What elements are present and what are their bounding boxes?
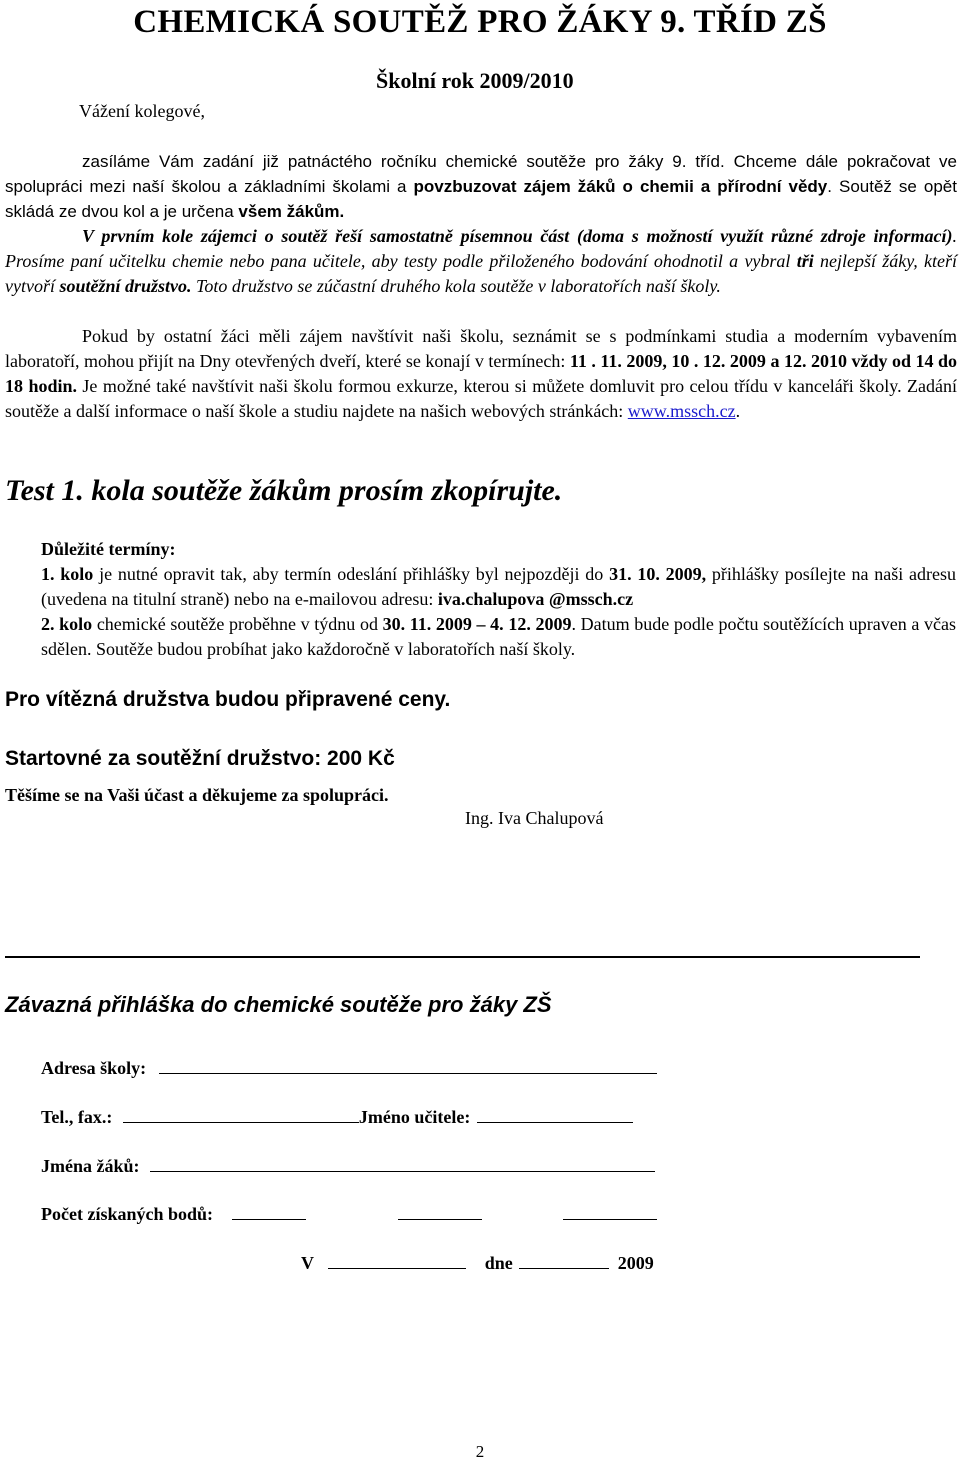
date-label: dne xyxy=(484,1253,513,1273)
entry-fee: Startovné za soutěžní družstvo: 200 Kč xyxy=(5,747,395,770)
points-row xyxy=(41,1201,657,1225)
prize-note: Pro vítězná družstva budou připravené ceny. xyxy=(5,688,451,711)
round2-label: 2. kolo xyxy=(41,614,93,634)
visit-paragraph xyxy=(5,324,957,424)
round1-deadline xyxy=(41,562,956,612)
points-field-1[interactable] xyxy=(232,1201,306,1220)
copy-test-heading: Test 1. kola soutěže žákům prosím zkopírujte. xyxy=(5,474,563,507)
place-label: V xyxy=(301,1253,314,1273)
round1-paragraph xyxy=(5,224,957,299)
application-form-title: Závazná přihláška do chemické soutěže pro žáky ZŠ xyxy=(5,992,552,1017)
date-field[interactable] xyxy=(519,1250,609,1269)
points-label: Počet získaných bodů: xyxy=(41,1204,214,1224)
student-names-label: Jména žáků: xyxy=(41,1156,140,1176)
points-field-3[interactable] xyxy=(563,1201,657,1220)
round1-text-1: . Prosíme paní učitelku chemie nebo pana učitele, aby testy podle přiloženého bodování ohodnotil a vybral xyxy=(5,226,957,271)
points-field-2[interactable] xyxy=(398,1201,482,1220)
round1-lead: V prvním kole zájemci o soutěž řeší samostatně písemnou část (doma s možností využít různé zdroje informací) xyxy=(82,226,953,246)
round2-dates: 30. 11. 2009 – 4. 12. 2009 xyxy=(382,614,572,634)
contact-email: iva.chalupova @mssch.cz xyxy=(437,589,634,609)
teacher-name-field[interactable] xyxy=(477,1104,633,1123)
phone-fax-label: Tel., fax.: xyxy=(41,1107,113,1127)
document-title: CHEMICKÁ SOUTĚŽ PRO ŽÁKY 9. TŘÍD ZŠ xyxy=(133,4,827,40)
visit-text-2: Je možné také navštívit naši školu formou exkurze, kterou si můžete domluvit pro celou třídu v kanceláři školy. Zadání soutěže a další informace o naší škole a studiu najdete na našich webových stránkách: xyxy=(5,376,957,421)
round1-deadline-text-2: přihlášky posílejte na naši adresu (uvedena na titulní straně) nebo na e-mailovou adresu: xyxy=(41,564,956,609)
school-address-field[interactable] xyxy=(159,1055,657,1074)
school-year: Školní rok 2009/2010 xyxy=(376,68,574,93)
school-address-row xyxy=(41,1055,657,1079)
round1-text-3: Toto družstvo se zúčastní druhého kola soutěže v laboratořích naší školy. xyxy=(191,276,721,296)
important-dates-title: Důležité termíny: xyxy=(41,539,176,559)
round1-deadline-text: je nutné opravit tak, aby termín odeslání přihlášky byl nejpozději do xyxy=(93,564,610,584)
intro-text-1: zasíláme Vám zadání již patnáctého ročníku chemické soutěže pro žáky 9. tříd. Chceme dále pokračovat ve spolupráci mezi naší školou a základními školami a xyxy=(5,152,957,196)
page-number: 2 xyxy=(475,1442,485,1461)
student-names-field[interactable] xyxy=(150,1153,655,1172)
place-date-row xyxy=(301,1250,654,1274)
intro-text-2: . Soutěž se opět skládá ze dvou kol a je určena xyxy=(5,177,957,221)
intro-all-students: všem žákům. xyxy=(238,202,345,221)
visit-period: . xyxy=(735,401,741,421)
round2-schedule xyxy=(41,612,956,662)
round1-label: 1. kolo xyxy=(41,564,94,584)
teacher-name-label: Jméno učitele: xyxy=(358,1107,471,1127)
visit-text-1: Pokud by ostatní žáci měli zájem navštívit naši školu, seznámit se s podmínkami studia a moderním vybavením laboratoří, mohou přijít na Dny otevřených dveří, které se konají v termínech: xyxy=(5,326,957,371)
intro-emphasis: povzbuzovat zájem žáků o chemii a přírodní vědy xyxy=(413,177,828,196)
school-website-link[interactable]: www.mssch.cz xyxy=(627,401,736,421)
phone-fax-field[interactable] xyxy=(123,1104,359,1123)
greeting: Vážení kolegové, xyxy=(79,101,205,121)
form-year: 2009 xyxy=(617,1253,654,1273)
place-field[interactable] xyxy=(328,1250,466,1269)
contact-row xyxy=(41,1104,633,1128)
round2-text-2: . Datum bude podle počtu soutěžících upraven a včas sdělen. Soutěže budou probíhat jako každoročně v laboratořích naší školy. xyxy=(41,614,957,659)
signature: Ing. Iva Chalupová xyxy=(465,808,604,828)
important-dates xyxy=(41,562,956,662)
open-days-dates: 11 . 11. 2009, 10 . 12. 2009 a 12. 2010 vždy od 14 do 18 hodin. xyxy=(5,351,957,396)
cut-line xyxy=(5,956,920,958)
round2-text: chemické soutěže proběhne v týdnu od xyxy=(92,614,383,634)
round1-team: soutěžní družstvo. xyxy=(59,276,192,296)
round1-text-2: nejlepší žáky, kteří vytvoří xyxy=(5,251,957,296)
round1-three: tři xyxy=(796,251,814,271)
thanks-note: Těšíme se na Vaši účast a děkujeme za spolupráci. xyxy=(5,785,389,805)
students-row xyxy=(41,1153,655,1177)
intro-paragraph xyxy=(5,149,957,224)
school-address-label: Adresa školy: xyxy=(41,1058,147,1078)
round1-deadline-date: 31. 10. 2009, xyxy=(609,564,707,584)
